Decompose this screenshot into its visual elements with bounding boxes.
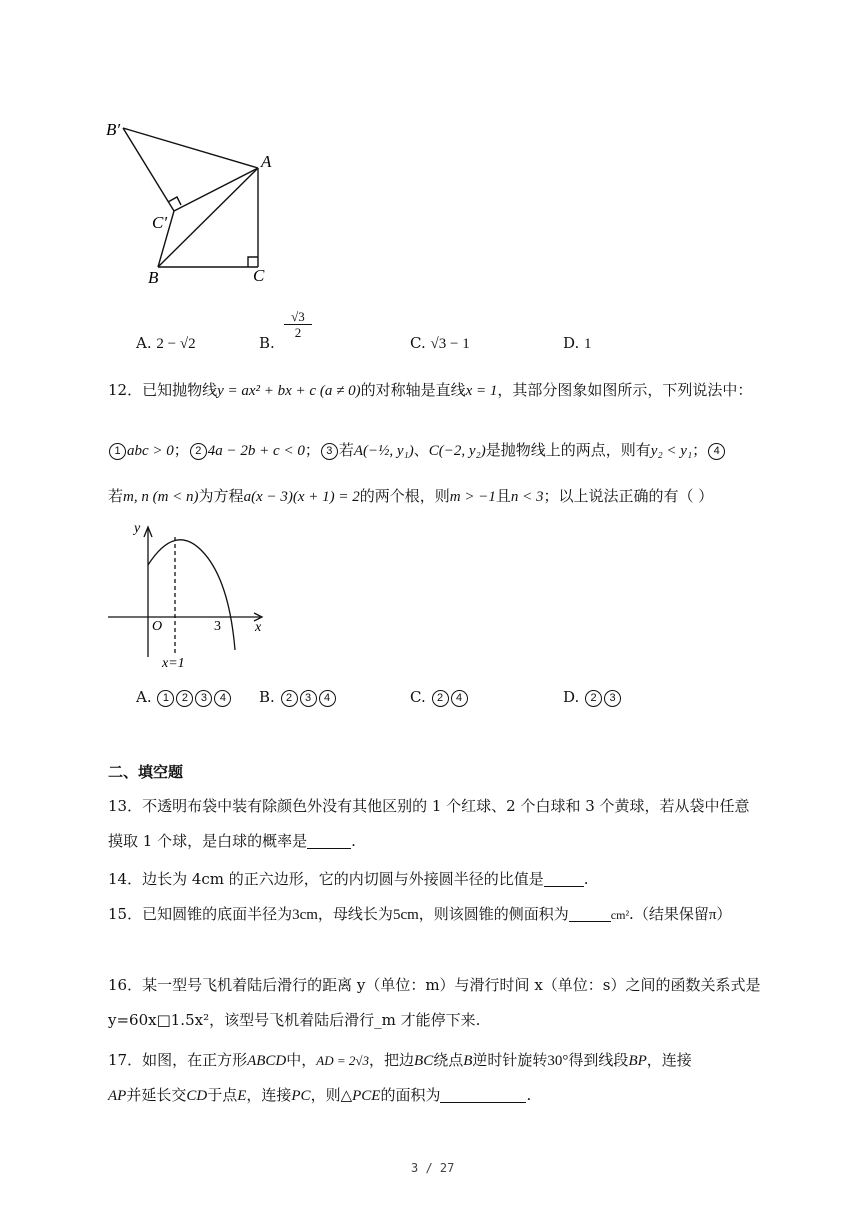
q12-option-d: D. 2 3 [563,688,622,707]
q16-line-2: y=60x□1.5x²，该型号飞机着陆后滑行_m 才能停下来. [108,1011,481,1029]
page-number: 3 / 27 [411,1161,455,1175]
q11-option-c: C. √3 − 1 [410,334,470,352]
q12-option-c: C. 2 4 [410,688,469,707]
label-b-prime: B′ [106,120,121,139]
q13-line-1: 13．不透明布袋中装有除颜色外没有其他区别的 1 个红球、2 个白球和 3 个黄球，若从袋中任意 [108,797,750,815]
graph-three: 3 [214,619,221,634]
section-title: 二、填空题 [108,764,184,781]
triangle-figure [100,115,290,295]
q12-option-b: B. 2 3 4 [259,688,337,707]
q11-option-b-fraction: √3 2 [284,309,312,340]
q15-answer-blank[interactable] [569,907,611,922]
label-a: A [261,152,272,171]
q17-line-1: 17．如图，在正方形ABCD中，AD = 2√3，把边BC绕点B逆时针旋转30°得到线段BP，连接 [108,1051,692,1069]
q14-line: 14．边长为 4cm 的正六边形，它的内切圆与外接圆半径的比值是 . [108,870,589,888]
q12-line-1: 12．已知抛物线y = ax² + bx + c (a ≠ 0)的对称轴是直线x = 1，其部分图象如图所示，下列说法中： [108,381,753,399]
graph-x-label: x [255,620,262,635]
graph-origin: O [152,619,163,634]
q12-line-3: 若m, n (m < n)为方程a(x − 3)(x + 1) = 2的两个根，则m > −1且n < 3；以上说法正确的有（ ） [108,487,714,505]
q13-answer-blank[interactable] [307,834,351,849]
q17-line-2: AP并延长交CD于点E，连接PC，则△PCE的面积为 . [108,1086,532,1104]
graph-y-label: y [134,521,141,536]
q11-option-d: D. 1 [563,334,592,352]
q17-answer-blank[interactable] [440,1088,526,1103]
graph-axis-label: x=1 [162,656,185,671]
parabola-graph [100,515,275,675]
q14-answer-blank[interactable] [544,872,584,887]
label-b: B [148,268,159,287]
label-c-prime: C′ [152,213,168,232]
q16-line-1: 16．某一型号飞机着陆后滑行的距离 y（单位：m）与滑行时间 x（单位：s）之间的函数关系式是 [108,976,761,994]
label-c: C [253,266,265,285]
q11-option-a: A. 2 − √2 [136,334,196,352]
q12-option-a: A. 1 2 3 4 [136,688,232,707]
q12-line-2: 1 abc > 0； 2 4a − 2b + c < 0； 3 若A(−½, y₁)、C(−2, y₂)是抛物线上的两点，则有y₂ < y₁； 4 [108,440,726,461]
q13-line-2: 摸取 1 个球，是白球的概率是 . [108,832,356,850]
q11-option-b: B. [259,334,275,352]
q15-line: 15．已知圆锥的底面半径为3cm，母线长为5cm，则该圆锥的侧面积为 cm².（结果保留π） [108,905,732,923]
